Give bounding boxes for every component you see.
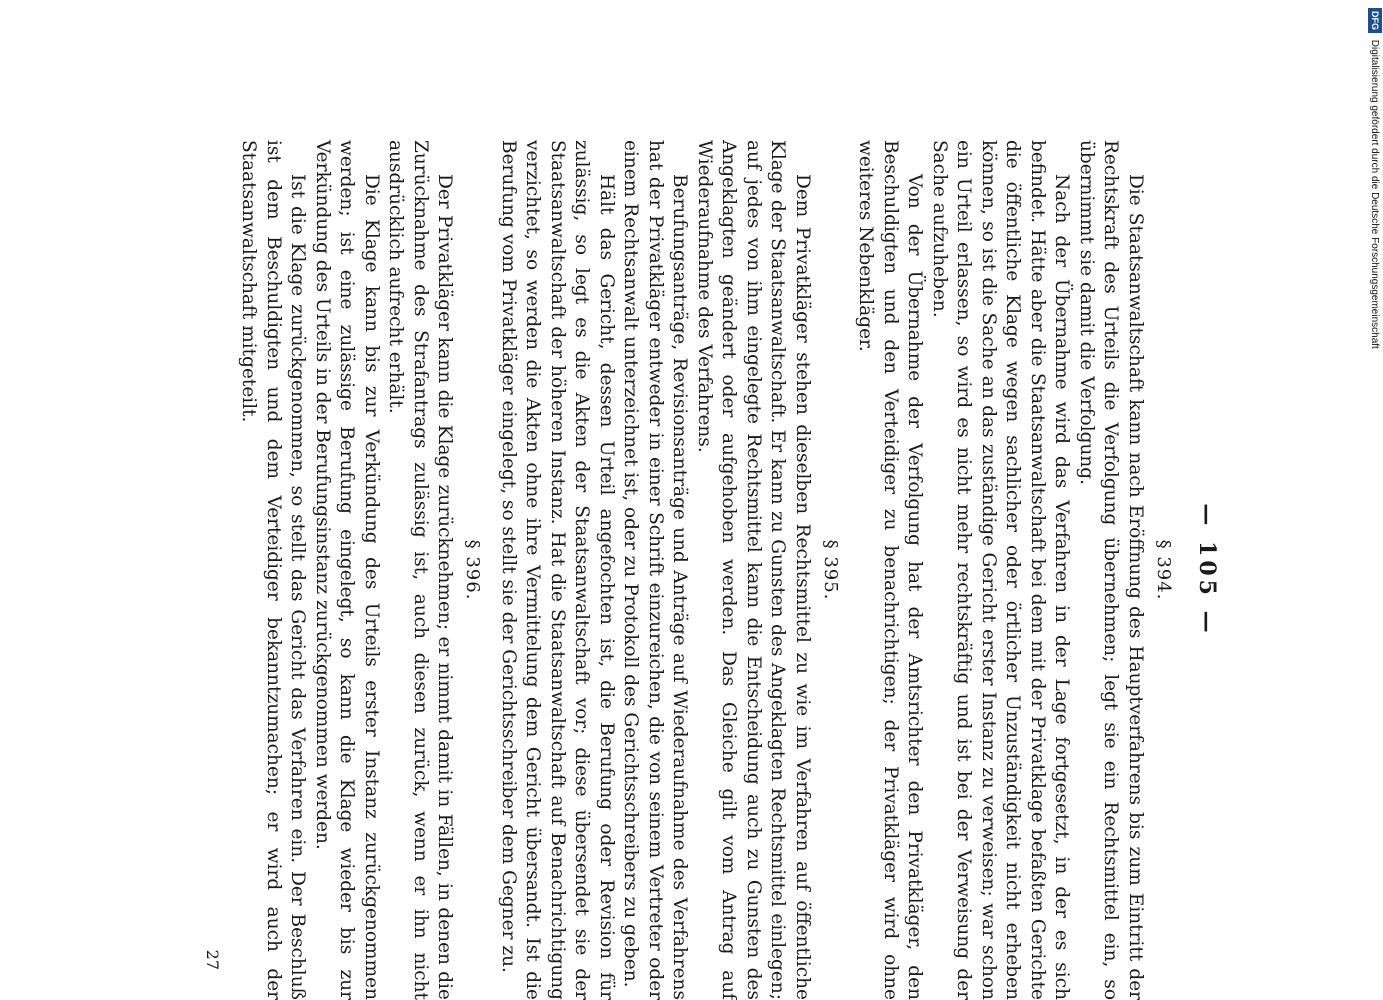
section-heading: § 394.	[1153, 539, 1174, 601]
section-395	[496, 140, 842, 1000]
page-header: — 105 —	[1194, 503, 1220, 637]
rotated-text-block	[138, 140, 1228, 1000]
paragraph: Die Staatsanwaltschaft kann nach Eröffnung des Hauptverfahrens bis zum Eintritt der Rechtskraft des Urteils die Verfolgung übernehmen; legt sie ein Rechtsmittel ein, so übernimmt sie damit die Verfolgung.	[1076, 140, 1146, 1000]
paragraph: Der Privatkläger kann die Klage zurücknehmen; er nimmt damit in Fällen, in denen die Zurücknahme des Strafantrags zulässig ist, auch diesen zurück, wenn er ihn nicht ausdrücklich aufrecht erhält.	[385, 140, 456, 1000]
section-394	[853, 140, 1174, 1000]
paragraph: Hält das Gericht, dessen Urteil angefochten ist, die Berufung oder Revision für zulässig, so legt es die Akten der Staatsanwaltschaft vor; diese übersendet sie der Staatsanwaltschaft der höheren Instanz. Hat die Staatsanwaltschaft auf Benachrichtigung verzichtet, so werden die Akten ohne ihre Vermittelung dem Gericht übersandt. Ist die Berufung vom Privatkläger eingelegt, so stellt sie der Gerichtsschreiber dem Gegner zu.	[498, 140, 617, 1000]
paragraph: Von der Übernahme der Verfolgung hat der Amtsrichter den Privatkläger, den Beschuldigten und den Verteidiger zu benachrichtigen; der Privatkläger wird ohne weiteres Nebenkläger.	[855, 140, 926, 1000]
paragraph: Dem Privatkläger stehen dieselben Rechtsmittel zu wie im Verfahren auf öffentliche Klage der Staatsanwaltschaft. Er kann zu Gunsten des Angeklagten Rechtsmittel einlegen; auf jedes von ihm eingelegte Rechtsmittel kann die Entscheidung auch zu Gunsten des Angeklagten geändert oder aufgehoben werden. Das Gleiche gilt vom Antrag auf Wiederaufnahme des Verfahrens.	[694, 140, 813, 1000]
section-heading: § 395.	[820, 539, 841, 601]
section-396	[236, 140, 484, 1000]
credit-text: Digitalisierung gefördert durch die Deutsche Forschungsgemeinschaft	[1369, 39, 1380, 349]
page-number: 27	[203, 949, 222, 970]
paragraph: Nach der Übernahme wird das Verfahren in der Lage fortgesetzt, in der es sich befindet. Hätte aber die Staatsanwaltschaft bei dem mit der Privatklage befaßten Gerichte die öffentliche Klage wegen sachlicher oder örtlicher Unzuständigkeit nicht erheben können, so ist die Sache an das zuständige Gericht erster Instanz zu verweisen; war schon ein Urteil erlassen, so wird es nicht mehr rechtskräftig und ist bei der Verweisung der Sache aufzuheben.	[929, 140, 1073, 1000]
paragraph: Ist die Klage zurückgenommen, so stellt das Gericht das Verfahren ein. Der Beschluß ist dem Beschuldigten und dem Verteidiger bekanntzumachen; er wird auch der Staatsanwaltschaft mitgeteilt.	[238, 140, 309, 1000]
paragraph: Berufungsanträge, Revisionsanträge und Anträge auf Wiederaufnahme des Verfahrens hat der Privatkläger entweder in einer Schrift einzureichen, die von seinem Vertreter oder einem Rechtsanwalt unterzeichnet ist, oder zu Protokoll des Gerichtsschreibers zu geben.	[620, 140, 691, 1000]
section-heading: § 396.	[462, 539, 484, 601]
paragraph: Die Klage kann bis zur Verkündung des Urteils erster Instanz zurückgenommen werden; ist eine zulässige Berufung eingelegt, so kann die Klage wieder bis zur Verkündung des Urteils in der Berufungsinstanz zurückgenommen werden.	[312, 140, 382, 1000]
digitization-credit	[1366, 8, 1382, 708]
dfg-logo-icon: DFG	[1368, 8, 1382, 33]
